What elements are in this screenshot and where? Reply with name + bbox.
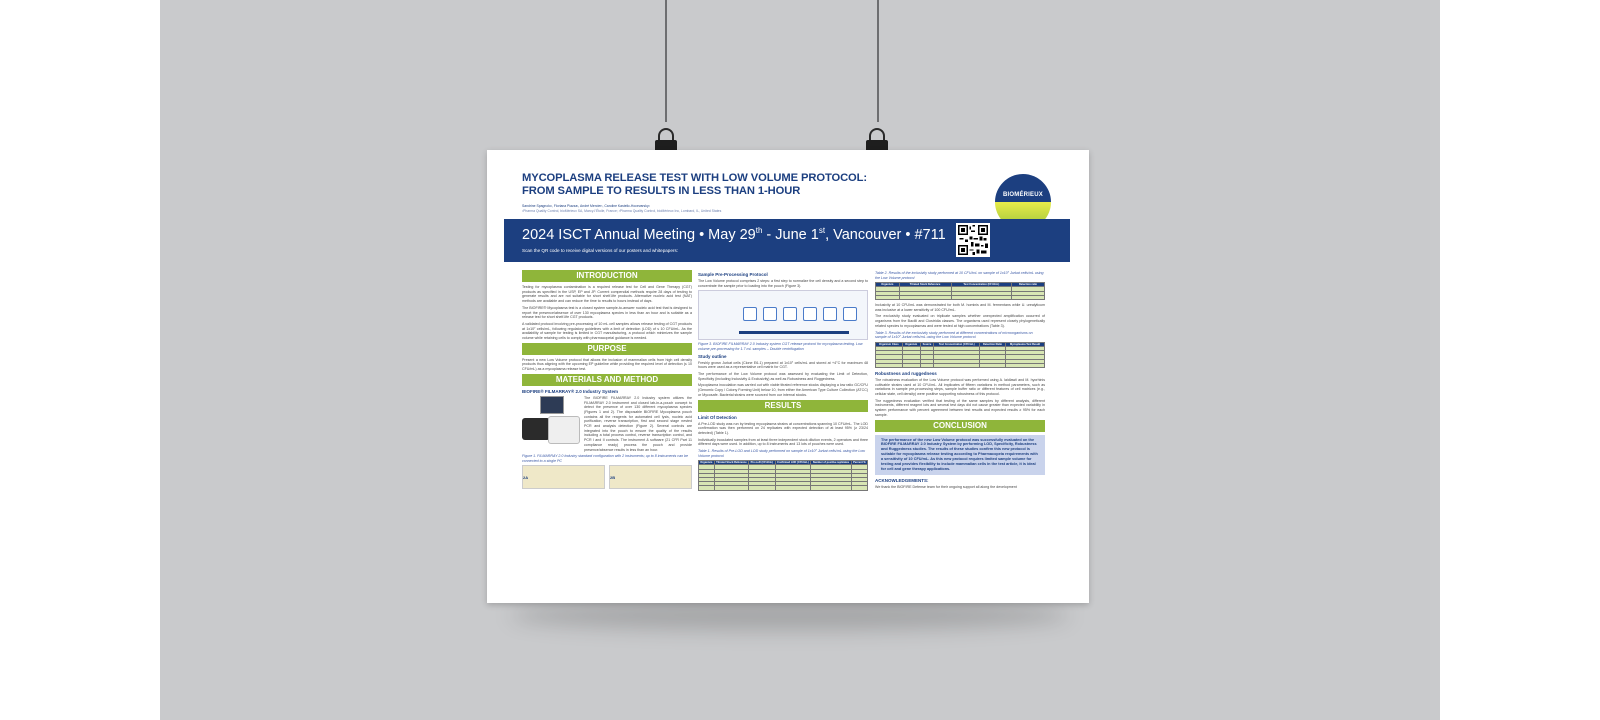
table3-header: Source: [920, 342, 934, 346]
table3-header: Mycoplasma Test Result: [1006, 342, 1045, 346]
preprocessing-paragraph: The Low Volume protocol comprises 2 steps: a first step to normalize the cell density and a second step to concentrate the sample prior to loading into the pouch (Figure 3).: [698, 279, 868, 288]
table1-header: Percent %: [853, 461, 866, 465]
column-middle: [698, 270, 868, 494]
table2-header: Titrated Stock Reference: [899, 283, 951, 287]
meeting-banner: [504, 219, 1070, 262]
table3-header: Organism Class: [876, 342, 903, 346]
table2-caption: Table 2. Results of the inclusivity study performed at 10 CFU/mL on sample of 1x10⁷ Jurkat cells/mL using the Low Volume protocol: [875, 271, 1044, 280]
table2-header: Organism: [876, 283, 900, 287]
section-results: RESULTS: [698, 400, 868, 412]
column-left: [522, 270, 692, 489]
table3-header: Organism: [902, 342, 920, 346]
intro-paragraph-1: Testing for mycoplasma contamination is a required release test for Cell and Gene Therapy (CGT) products as specified in the USP, EP and JP. Current compendial methods require 28 days of testing to generate results and are not suitable for short shelf-life products. Alternative nucleic acid test (NAT) methods are available and can reduce the time to results to hours instead of days.: [522, 285, 692, 304]
table1-header: Number of positive replicates: [811, 461, 852, 465]
section-conclusion: CONCLUSION: [875, 420, 1045, 432]
poster-title-line1: MYCOPLASMA RELEASE TEST WITH LOW VOLUME PROTOCOL:: [522, 172, 868, 184]
table3-caption: Table 3. Results of the exclusivity study performed at different concentrations of microorganisms on sample of 1x10⁷ Jurkat cells/mL using the Low Volume protocol: [875, 330, 1033, 340]
acknowledgements-heading: ACKNOWLEDGEMENTS:: [875, 477, 929, 483]
lod-paragraph-2: Individually inoculated samples from at least three independent stock dilution events, 2 operators and three different days were used. In addition, up to 8 instruments and 13 lots of pouches were used.: [698, 437, 869, 447]
table1-caption: Table 1. Results of Pre-LOD and LOD study performed on sample of 1x10⁷ Jurkat cells/mL using the Low Volume protocol: [698, 449, 865, 458]
hanging-wire-left: [665, 0, 667, 122]
poster-title: [522, 172, 942, 198]
study-outline-heading: Study outline: [698, 353, 727, 359]
figure2b-panel: 2B: [609, 465, 692, 489]
column-right: [875, 270, 1045, 492]
lod-heading: Limit Of Detection: [698, 414, 737, 420]
exclusivity-paragraph: The exclusivity study evaluated on triplicate samples whether unexpected amplification occurred of organisms from the Bacilli and Clostridia classes. The organisms used represent closely phylogenetically related species to mycoplasmas and were tested at high concentrations (Table 3).: [875, 314, 1045, 328]
outline-paragraph-2: The performance of the Low Volume protocol was assessed by evaluating the Limit of Detection, Specificity (including Inclusivity & Exclusivity) as well as Robustness and Ruggedness.: [698, 372, 868, 381]
table1-header: Organism: [700, 461, 713, 465]
table-row: [876, 295, 1045, 299]
robustness-heading: Robustness and ruggedness: [875, 370, 937, 376]
figure3-workflow: [698, 290, 868, 340]
qr-code-icon[interactable]: [956, 223, 990, 257]
poster-authors: [522, 204, 822, 213]
authors-text: Sandrine Spagnolo¹, Floriana Piazza¹, André Mercier¹, Caroline Kastelic-Hocevarsky¹: [522, 204, 650, 208]
section-purpose: PURPOSE: [522, 343, 692, 355]
hanging-wire-right: [877, 0, 879, 122]
meeting-title: 2024 ISCT Annual Meeting • May 29th - June 1st, Vancouver • #711: [522, 226, 946, 243]
inclusivity-paragraph: Inclusivity at 10 CFU/mL was demonstrated for both M. hominis and M. fermentans while U. urealyticum was inclusive at a lower sensitivity of 100 CFU/mL.: [875, 303, 1045, 312]
table3-exclusivity: [875, 342, 1045, 368]
poster-shadow: [510, 600, 1070, 630]
preprocessing-heading: Sample Pre-Processing Protocol: [698, 272, 768, 277]
section-materials-method: MATERIALS AND METHOD: [522, 374, 692, 386]
conclusion-box: The performance of the new Low Volume protocol was successfully evaluated on the BIOFIRE FILMARRAY 2.0 Industry System by performing LOD, Specificity, Robustness and Ruggedness studies. The results of these studies confirm this new protocol is suitable for mycoplasma release testing according to Pharmacopeia requirements with a sensitivity of 10 CFU/mL. As this new protocol requires limited sample volume for testing and provides flexibility to include mammalian cells in the test article, it is ideal for cell and gene therapy applications.: [875, 435, 1045, 475]
acknowledgements-paragraph: We thank the BIOFIRE Defense team for their ongoing support all along the development: [875, 484, 1017, 489]
lod-paragraph-1: A Pre-LOD study was run by testing mycoplasma strains at concentrations spanning 10 CFU/mL. The LOD confirmation was then performed on 24 replicates with expected detection of at least 95% (≥ 23/24 detected) (Table 1).: [698, 421, 868, 435]
table2-inclusivity: [875, 282, 1045, 300]
figure2a-panel: 2A: [522, 465, 605, 489]
scan-instruction: Scan the QR code to receive digital versions of our posters and whitepapers:: [522, 248, 679, 253]
system-heading: BIOFIRE® FILMARRAY® 2.0 Industry System: [522, 388, 618, 394]
poster-title-line2: FROM SAMPLE TO RESULTS IN LESS THAN 1-HOUR: [522, 185, 801, 197]
table-row: [876, 363, 1045, 367]
figure1-caption: Figure 1. FILMARRAY 2.0 Industry standard configuration with 2 instruments; up to 8 instruments can be connected to a single PC: [522, 454, 689, 463]
table2-header: Test Concentration (CFU/mL): [951, 283, 1011, 287]
table1-header: Titrated Stock Reference: [714, 461, 749, 465]
table2-header: Detection ratio: [1012, 283, 1045, 287]
table-row: [699, 486, 868, 490]
outline-paragraph-1: Freshly grown Jurkat cells (Clone E6-1) prepared at 1x10⁷ cells/mL and stored at +4°C for maximum 48 hours were used as a representative cell matrix for CGT.: [698, 360, 868, 370]
table1-header: Pre-LoD (CFU/mL): [750, 461, 774, 465]
table1-header: Confirmed LOD (CFU/mL): [775, 461, 811, 465]
figure3-caption: Figure 3. BIOFIRE FILMARRAY 2.0 Industry system CGT release protocol for mycoplasma testing. Low volume pre-processing for 1.7 mL samples – Double centrifugation: [698, 342, 863, 351]
table3-header: Test Concentration (CFU/mL): [934, 342, 980, 346]
section-introduction: INTRODUCTION: [522, 270, 692, 282]
figure2-panels: [522, 465, 692, 489]
poster: [487, 150, 1089, 603]
affiliations-text: ¹Pharma Quality Control, bioMérieux SA, Marcy-l'Étoile, France; ²Pharma Quality Control, bioMérieux Inc, Lombard, IL, United States: [522, 208, 722, 213]
outline-paragraph-3: Mycoplasma inoculation was carried out with viable titrated reference stocks displaying a low ratio GC/CFU (Genomic Copy / Colony Forming Unit) below 10, from either the American Type Culture Collection (ATCC) or Mycosafe. Bacterial strains were sourced from our internal stocks.: [698, 383, 868, 397]
system-paragraph: The BIOFIRE FILMARRAY 2.0 Industry system utilizes the FILMARRAY 2.0 instrument and closed lab-in-a-pouch concept to detect the presence of over 130 different mycoplasma species (Figures 1 and 2). The disposable BIOFIRE Mycoplasma pouch contains all the reagents for automated cell lysis, nucleic acid purification, reverse transcription, first and second stage nested PCR and analysis detection (Figure 2). Several controls are integrated into the pouch to ensure the quality of the results including a total process control, reverse transcription control, and PCR I and II controls. The instrument & software (21 CFR Part 11 compliance ready) process the pouch and provide presence/absence results in less than an hour.: [584, 395, 692, 452]
table1-lod: [698, 460, 868, 490]
robustness-paragraph-2: The ruggedness evaluation verified that testing of the same samples by different analysts, different instruments, different reagent lots and several test days did not cause greater than expected variability in system performance with percent agreement between test results and expected results ≥ 95% for each sample.: [875, 398, 1045, 417]
intro-paragraph-3: A validated protocol involving pre-processing of 10 mL cell samples allows release testing of CGT products at 1x10⁷ cells/mL, following regulatory guidelines with a limit of detection (LOD) of ≤ 10 CFU/mL. As the availability of sample for testing is limited in CGT manufacturing, a protocol which minimizes the sample volume while retaining cells to comply with pharmacopeial guidance is needed.: [522, 321, 692, 341]
intro-paragraph-2: The BIOFIRE® Mycoplasma test is a closed system sample-to-answer nucleic acid test that is designed to report the presence/absence of over 130 mycoplasma species in less than an hour and is suitable as a release test for short shelf-life CGT products.: [522, 305, 692, 320]
logo-text: BIOMÉRIEUX: [1002, 192, 1043, 198]
instrument-figure: [522, 396, 580, 448]
robustness-paragraph-1: The robustness evaluation of the Low Volume protocol was performed using A. laidlawii and M. hyorhinis cultivable strains used at 10 CFU/mL. All implicates of fifteen variations in method parameters, such as variations in sample pre-processing steps, sample buffer ratio or different features of cell matrices (e.g., cellular state, cell density) were positive supporting robustness of this protocol.: [875, 377, 1045, 397]
table3-header: Detection Ratio: [980, 342, 1006, 346]
purpose-paragraph: Present a new Low Volume protocol that allows the inclusion of mammalian cells from high cell density products thus aligning with the upcoming EP guideline while providing the required level of detection (≤ 10 CFU/mL) as a mycoplasma release test.: [522, 357, 692, 372]
